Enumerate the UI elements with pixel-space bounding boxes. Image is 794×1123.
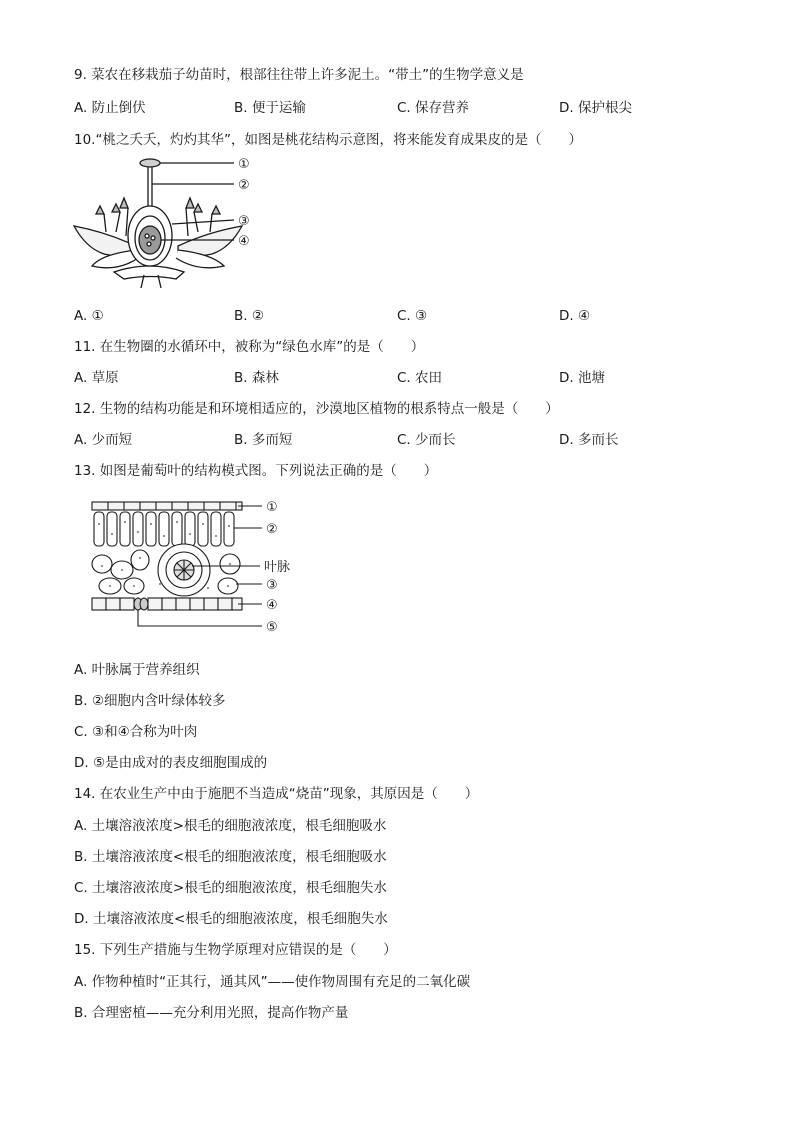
- q10-option-b: B. ②: [234, 308, 264, 324]
- q10-label-4: ④: [238, 234, 250, 249]
- q10-label-1: ①: [238, 157, 250, 172]
- q13-option-c: C. ③和④合称为叶肉: [74, 724, 198, 740]
- q13-label-vein: 叶脉: [264, 560, 291, 575]
- q13-stem: 13. 如图是葡萄叶的结构模式图。下列说法正确的是（ ）: [74, 463, 438, 479]
- q9-option-a: A. 防止倒伏: [74, 100, 146, 116]
- q11-option-a: A. 草原: [74, 370, 119, 386]
- q10-option-a: A. ①: [74, 308, 104, 324]
- q12-option-d: D. 多而长: [559, 432, 619, 448]
- q10-label-3: ③: [238, 214, 250, 229]
- q14-option-a: A. 土壤溶液浓度>根毛的细胞液浓度，根毛细胞吸水: [74, 818, 387, 834]
- q10-option-c: C. ③: [397, 308, 428, 324]
- q11-option-c: C. 农田: [397, 370, 443, 386]
- q12-option-a: A. 少而短: [74, 432, 133, 448]
- q13-option-b: B. ②细胞内含叶绿体较多: [74, 693, 226, 709]
- q14-stem: 14. 在农业生产中由于施肥不当造成“烧苗”现象，其原因是（ ）: [74, 786, 479, 802]
- q11-option-d: D. 池塘: [559, 370, 605, 386]
- peach-flower-diagram: [66, 154, 266, 288]
- q13-label-3: ③: [266, 578, 278, 593]
- q13-label-4: ④: [266, 598, 278, 613]
- q9-option-d: D. 保护根尖: [559, 100, 632, 116]
- q13-label-1: ①: [266, 500, 278, 515]
- grape-leaf-diagram: [88, 494, 310, 644]
- q9-option-c: C. 保存营养: [397, 100, 470, 116]
- q13-option-a: A. 叶脉属于营养组织: [74, 662, 200, 678]
- q10-option-d: D. ④: [559, 308, 591, 324]
- q10-stem: 10.“桃之夭夭，灼灼其华”，如图是桃花结构示意图，将来能发育成果皮的是（ ）: [74, 132, 582, 148]
- q12-option-c: C. 少而长: [397, 432, 456, 448]
- q9-stem: 9. 菜农在移栽茄子幼苗时，根部往往带上许多泥土。“带土”的生物学意义是: [74, 67, 524, 83]
- q15-option-a: A. 作物种植时“正其行，通其风”——使作物周围有充足的二氧化碳: [74, 974, 471, 990]
- q11-stem: 11. 在生物圈的水循环中，被称为“绿色水库”的是（ ）: [74, 339, 425, 355]
- q12-stem: 12. 生物的结构功能是和环境相适应的，沙漠地区植物的根系特点一般是（ ）: [74, 401, 559, 417]
- q13-label-5: ⑤: [266, 620, 278, 635]
- q14-option-d: D. 土壤溶液浓度<根毛的细胞液浓度，根毛细胞失水: [74, 911, 388, 927]
- q10-label-2: ②: [238, 178, 250, 193]
- q14-option-c: C. 土壤溶液浓度>根毛的细胞液浓度，根毛细胞失水: [74, 880, 387, 896]
- q12-option-b: B. 多而短: [234, 432, 293, 448]
- q13-option-d: D. ⑤是由成对的表皮细胞围成的: [74, 755, 268, 771]
- q9-option-b: B. 便于运输: [234, 100, 306, 116]
- q13-label-2: ②: [266, 522, 278, 537]
- q15-option-b: B. 合理密植——充分利用光照，提高作物产量: [74, 1005, 349, 1021]
- q14-option-b: B. 土壤溶液浓度<根毛的细胞液浓度，根毛细胞吸水: [74, 849, 387, 865]
- q11-option-b: B. 森林: [234, 370, 279, 386]
- q15-stem: 15. 下列生产措施与生物学原理对应错误的是（ ）: [74, 942, 397, 958]
